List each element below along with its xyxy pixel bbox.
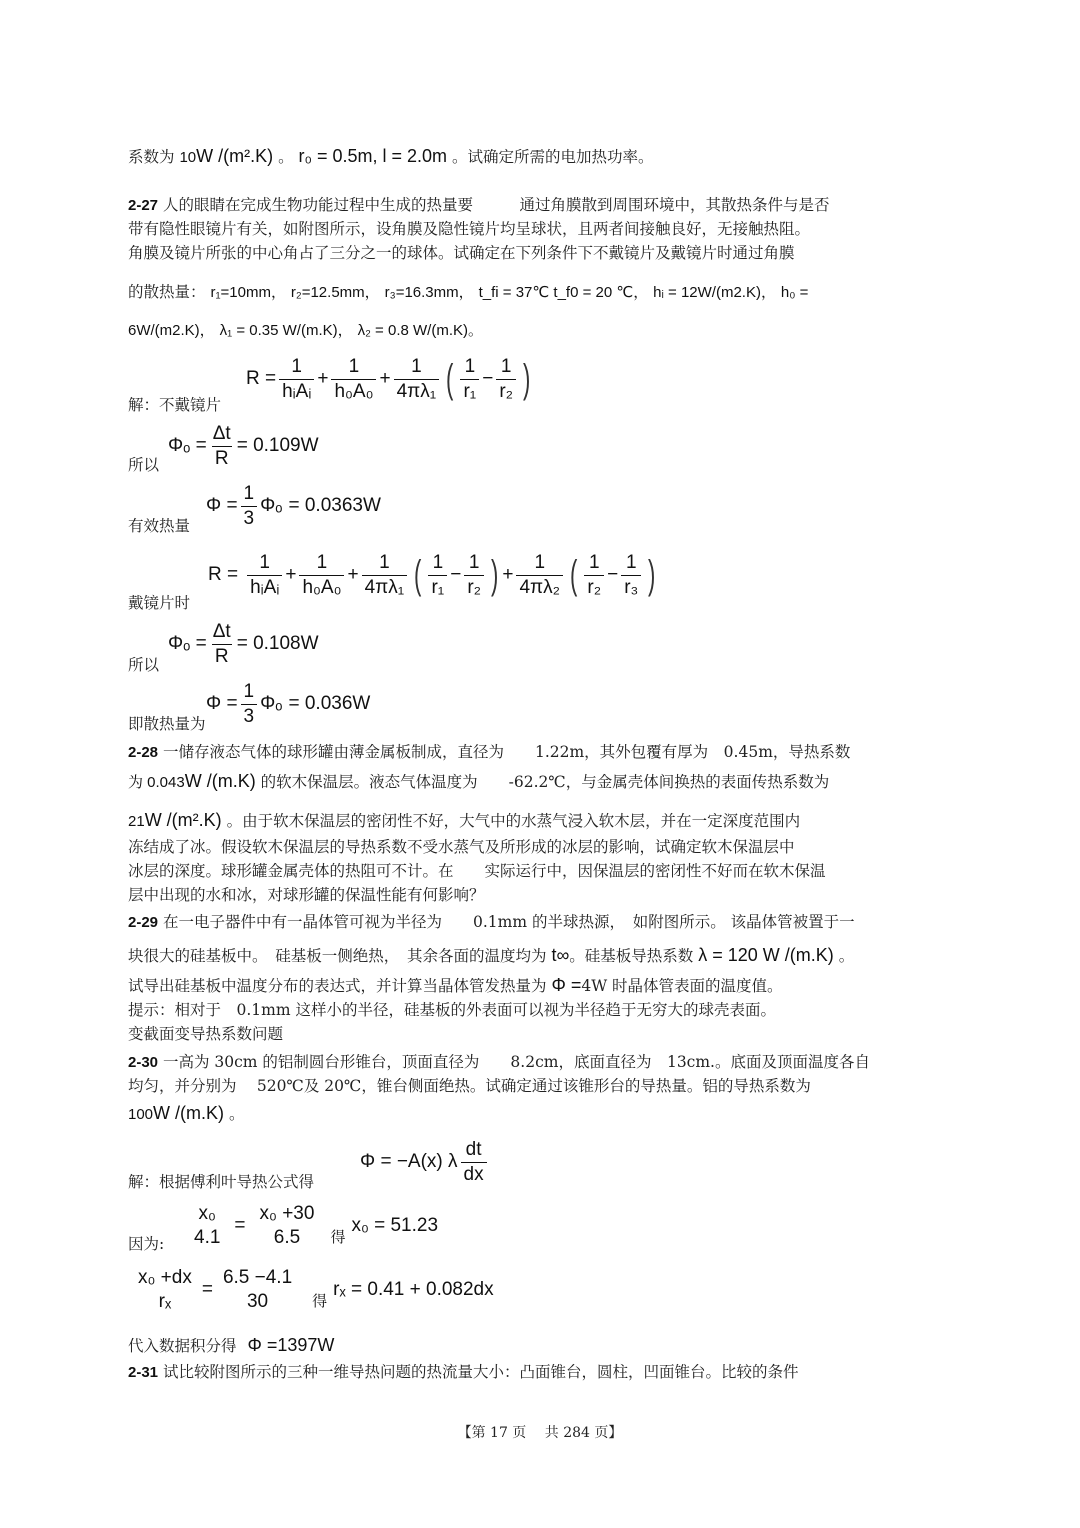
label-so-2: 所以	[128, 656, 160, 674]
problem-2-30-line-2: 均匀，并分别为 520℃及 20℃，锥台侧面绝热。试确定通过该锥形台的导热量。铝的导热系数为	[128, 1077, 811, 1095]
problem-2-27-line-5: 6W/(m2.K)， λ₁ = 0.35 W/(m.K)， λ₂ = 0.8 W/(m.K)。	[128, 322, 483, 339]
equation-phio-1: Φₒ = $\frac{\Delta t}{R}$ = 0.109W	[168, 422, 319, 469]
problem-2-28-line-1: 2-28 一储存液态气体的球形罐由薄金属板制成，直径为 1.22m，其外包覆有厚为 0.45m，导热系数	[128, 743, 851, 761]
equation-phi-1: Φ = $\frac{1}{3}$ Φₒ = 0.0363W	[206, 482, 381, 529]
label-with-lens: 戴镜片时	[128, 594, 191, 612]
label-integrate: 代入数据积分得 Φ =1397W	[128, 1335, 335, 1355]
intro-line: 系数为 10W /(m².K) 。 r₀ = 0.5m, l = 2.0m 。试确定所需的电加热功率。	[128, 146, 654, 166]
problem-2-28-line-3: 21W /(m².K) 。由于软木保温层的密闭性不好，大气中的水蒸气浸入软木层，并在一定深度范围内	[128, 810, 801, 830]
problem-2-29-line-5: 变截面变导热系数问题	[128, 1025, 284, 1043]
problem-2-28-line-5: 冰层的深度。球形罐金属壳体的热阻可不计。在 实际运行中，因保温层的密闭性不好而在软木保温	[128, 862, 826, 880]
problem-2-30-line-3: 100W /(m.K) 。	[128, 1103, 245, 1123]
problem-2-29-line-1: 2-29 在一电子器件中有一晶体管可视为半径为 0.1mm 的半球热源， 如附图所示。 该晶体管被置于一	[128, 913, 855, 931]
label-fourier: 解：根据傅利叶导热公式得	[128, 1173, 315, 1191]
equation-similar-2: x₀ +dx rₓ = 6.5 −4.1 30 得 rₓ = 0.41 + 0.082dx	[138, 1267, 494, 1312]
label-no-lens: 解：不戴镜片	[128, 396, 222, 414]
equation-phio-2: Φₒ = $\frac{\Delta t}{R}$ = 0.108W	[168, 620, 319, 667]
problem-2-28-line-2: 为 0.043W /(m.K) 的软木保温层。液态气体温度为 -62.2℃，与金属壳体间换热的表面传热系数为	[128, 771, 830, 791]
label-so-1: 所以	[128, 456, 160, 474]
problem-2-31-line-1: 2-31 试比较附图所示的三种一维导热问题的热流量大小：凸面锥台，圆柱，凹面锥台。比较的条件	[128, 1363, 799, 1381]
equation-phi-2: Φ = $\frac{1}{3}$ Φₒ = 0.036W	[206, 680, 371, 727]
equation-similar-1: x₀ 4.1 = x₀ +30 6.5 得 x₀ = 51.23	[194, 1203, 439, 1248]
problem-2-27-line-1: 2-27 人的眼睛在完成生物功能过程中生成的热量要 通过角膜散到周围环境中，其散热条件与是否	[128, 196, 830, 214]
problem-2-30-line-1: 2-30 一高为 30cm 的铝制圆台形锥台，顶面直径为 8.2cm，底面直径为 13cm.。底面及顶面温度各自	[128, 1053, 870, 1071]
label-because: 因为:	[128, 1235, 165, 1253]
label-effective-heat: 有效热量	[128, 517, 191, 535]
problem-2-29-line-2: 块很大的硅基板中。 硅基板一侧绝热， 其余各面的温度均为 t∞。硅基板导热系数 λ = 120 W /(m.K) 。	[128, 945, 855, 965]
equation-r-with-lens: R = $\frac{1}{\text{hᵢAᵢ}}$ + $\frac{1}{\text{h₀A₀}}$ + $\frac{1}{\text{4πλ₁}}$ ( $\frac{1}{\text{r₁}}$ − $\frac{1}{\text{r₂}}$ ) + $\frac{1}{\text{4πλ₂}}$ ( $\frac{1}{\text{r₂}}$ − $\frac{1}{\text{r₃}}$ )	[208, 551, 656, 598]
problem-2-28-line-4: 冻结成了冰。假设软木保温层的导热系数不受水蒸气及所形成的冰层的影响，试确定软木保温层中	[128, 838, 795, 856]
equation-r-no-lens: R = $\frac{1}{\text{hᵢAᵢ}}$ + $\frac{1}{\text{h₀A₀}}$ + $\frac{1}{\text{4πλ₁}}$ ( $\frac{1}{\text{r₁}}$ − $\frac{1}{\text{r₂}}$ )	[246, 355, 531, 402]
problem-2-27-line-3: 角膜及镜片所张的中心角占了三分之一的球体。试确定在下列条件下不戴镜片及戴镜片时通过角膜	[128, 244, 795, 262]
problem-2-27-line-4: 的散热量： r₁=10mm， r₂=12.5mm， r₃=16.3mm， t_fi = 37℃ t_f0 = 20 ℃， hᵢ = 12W/(m2.K)， h₀ =	[128, 283, 809, 301]
problem-2-28-line-6: 层中出现的水和冰，对球形罐的保温性能有何影响？	[128, 886, 485, 904]
problem-2-29-line-3: 试导出硅基板中温度分布的表达式，并计算当晶体管发热量为 Φ =4W 时晶体管表面的温度值。	[128, 975, 783, 995]
page-footer: 【第 17 页 共 284 页】	[457, 1425, 623, 1441]
label-heat-dissipation: 即散热量为	[128, 715, 206, 733]
problem-2-27-line-2: 带有隐性眼镜片有关，如附图所示，设角膜及隐性镜片均呈球状，且两者间接触良好，无接触热阻。	[128, 220, 811, 238]
problem-2-29-line-4: 提示：相对于 0.1mm 这样小的半径，硅基板的外表面可以视为半径趋于无穷大的球壳表面。	[128, 1001, 776, 1019]
equation-fourier: Φ = −A(x) λ $\frac{dt}{dx}$	[360, 1134, 490, 1190]
